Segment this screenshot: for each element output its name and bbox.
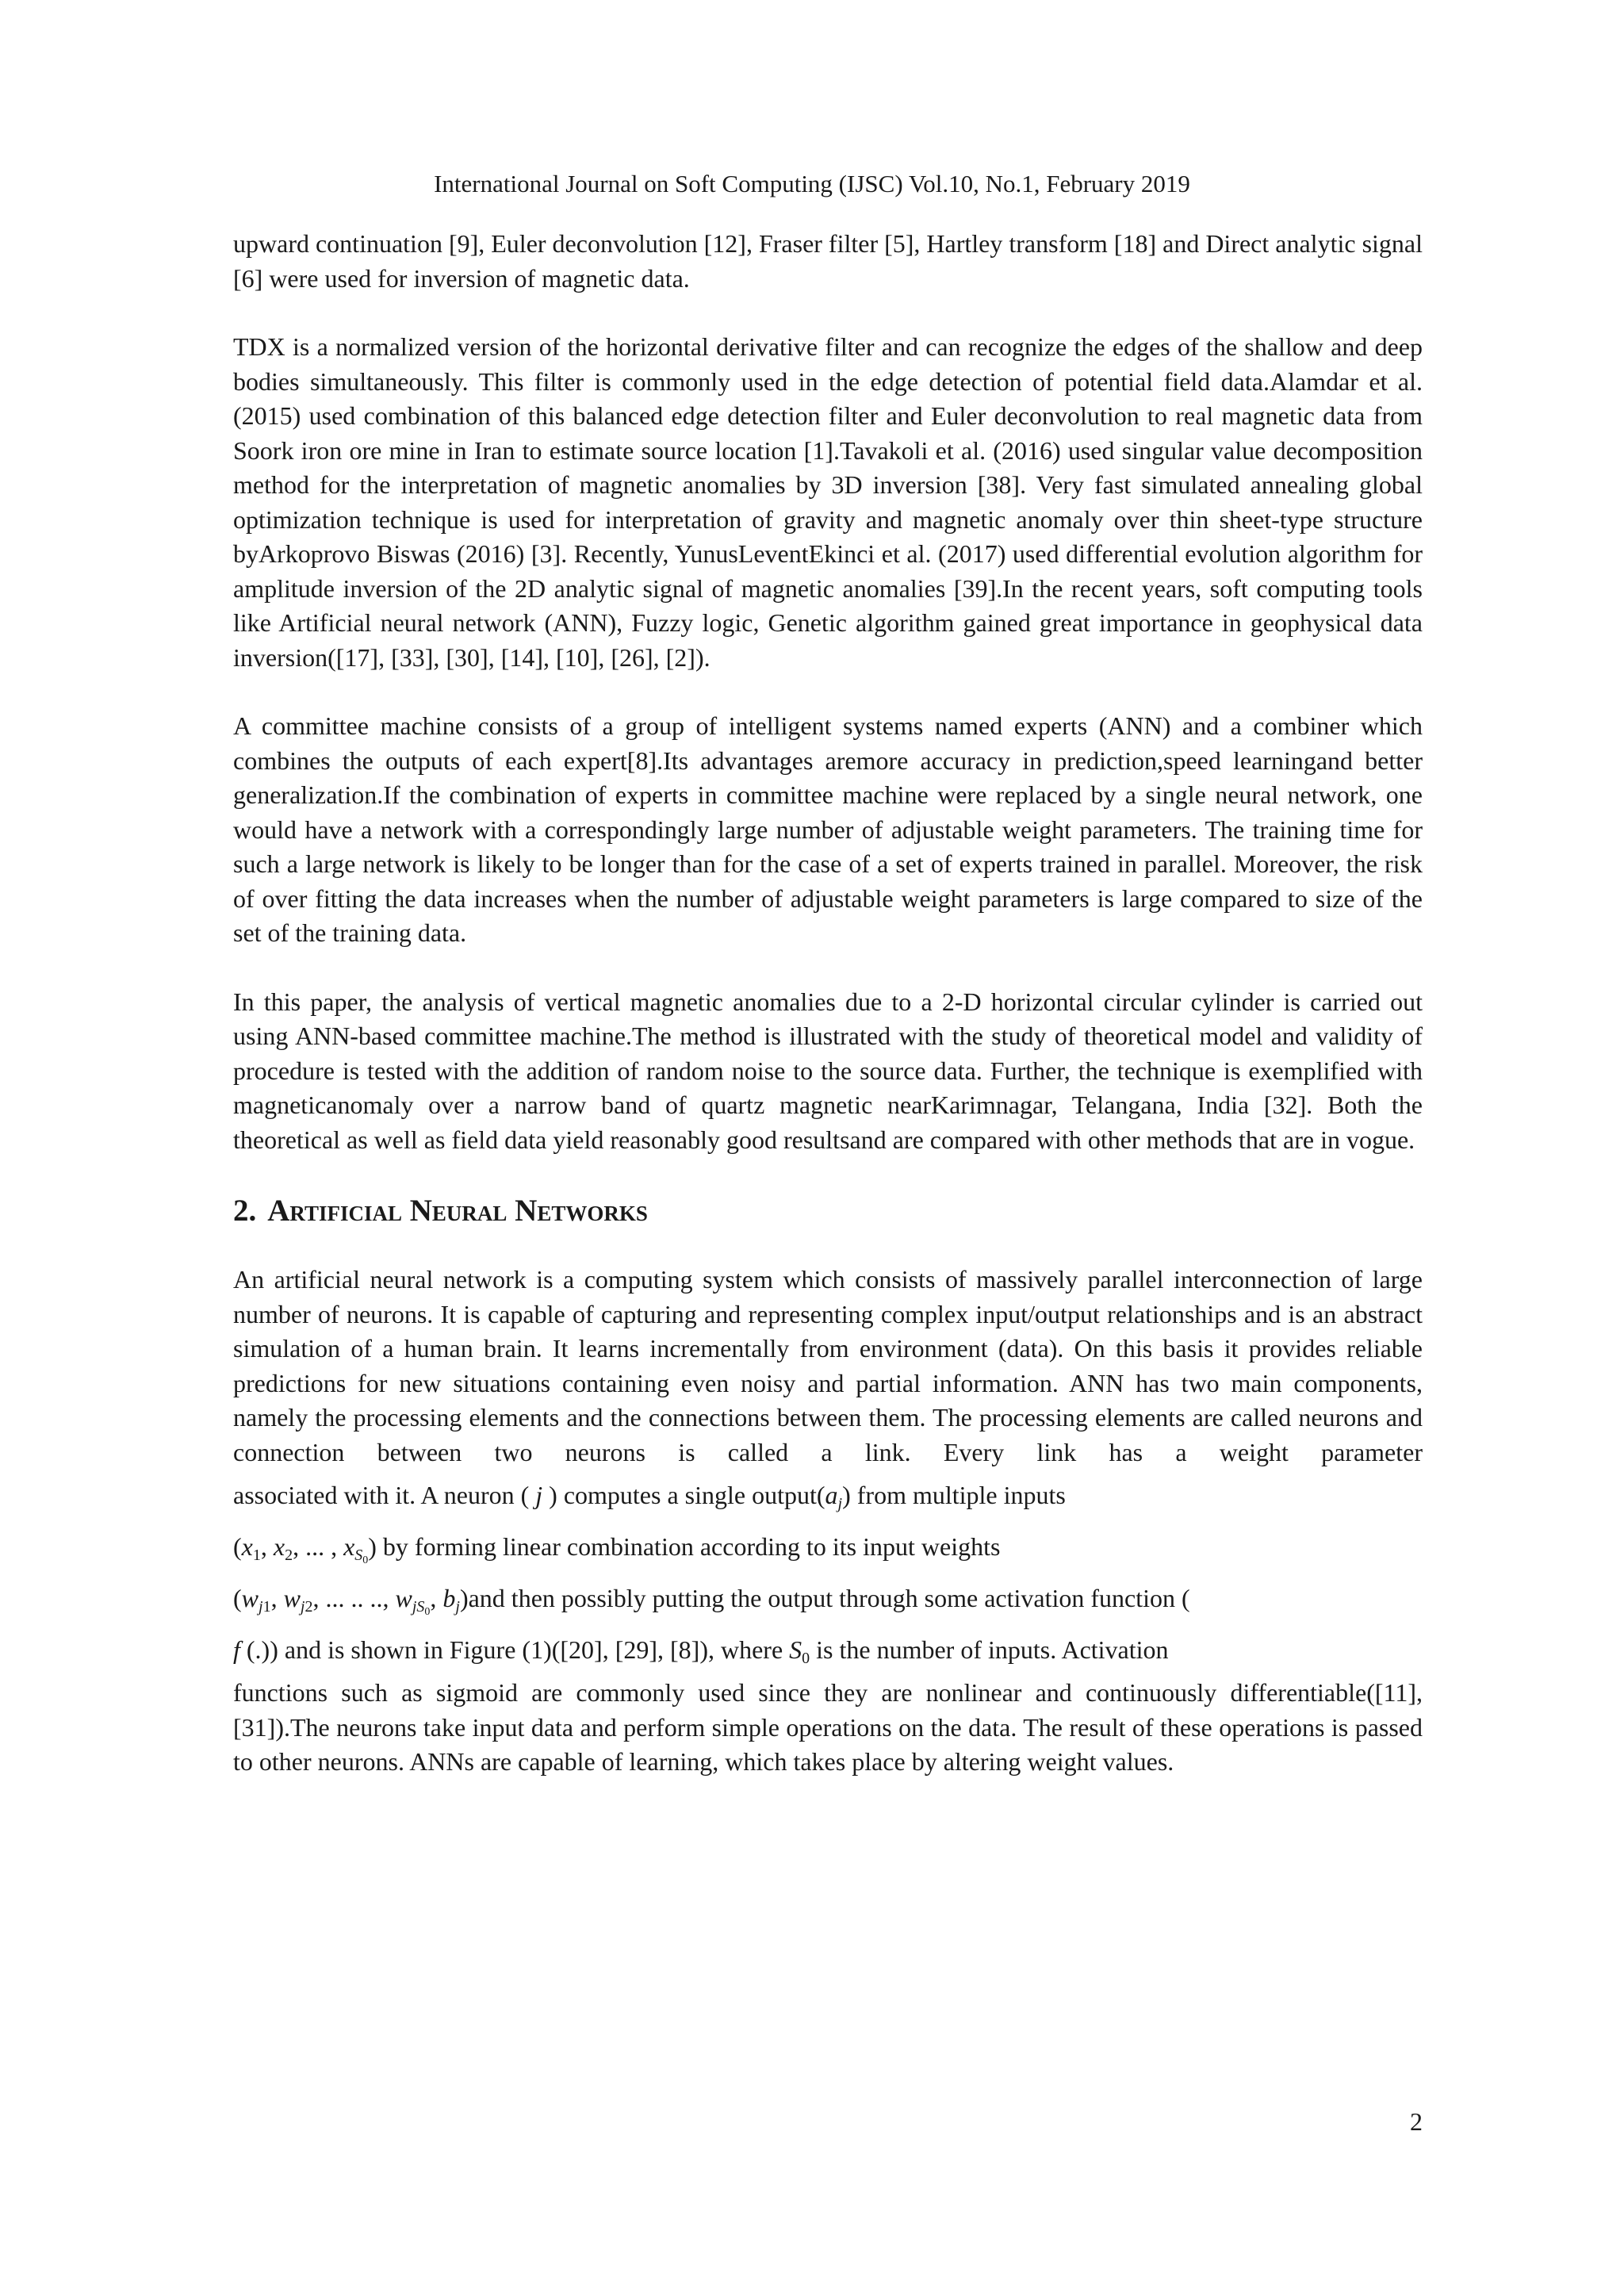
- paragraph-ann-definition: [233, 1263, 1423, 1780]
- paragraph-paper-overview: In this paper, the analysis of vertical magnetic anomalies due to a 2-D horizontal circular cylinder is carried out using ANN-based committee machine.The method is illustrated with the study of theoretical model and validity of procedure is tested with the addition of random noise to the source data. Further, the technique is exemplified with magneticanomaly over a narrow band of quartz magnetic nearKarimnagar, Telangana, India [32]. Both the theoretical as well as field data yield reasonably good resultsand are compared with other methods that are in vogue.: [233, 987, 1423, 1154]
- paragraph-inversion-methods: upward continuation [9], Euler deconvolution [12], Fraser filter [5], Hartley transform [18] and Direct analytic signal [6] were used for inversion of magnetic data.: [233, 229, 1423, 293]
- page-body: [233, 227, 1423, 1780]
- section-title: Artificial Neural Networks: [267, 1194, 648, 1228]
- math-activation-function: f (.): [233, 1635, 270, 1664]
- paragraph-committee-machine: A committee machine consists of a group of intelligent systems named experts (ANN) and a combiner which combines the outputs of each expert[8].Its advantages aremore accuracy in prediction,speed learningand better generalization.If the combination of experts in committee machine were replaced by a single neural network, one would have a network with a correspondingly large number of adjustable weight parameters. The training time for such a large network is likely to be longer than for the case of a set of experts trained in parallel. Moreover, the risk of over fitting the data increases when the number of adjustable weight parameters is large compared to size of the set of the training data.: [233, 711, 1423, 947]
- math-input-count: $S_0$: [789, 1635, 810, 1667]
- ann-line-activation: f (.)) and is shown in Figure (1)([20], [29], [8]), where $S_0$ is the number of inputs. Activation: [233, 1635, 1169, 1667]
- ann-line-weights: ($w_{j1}$, $w_{j2}$, ... .. .., $w_{jS_0}$, $b_j)and$ then possibly putting the output through some activation function (: [233, 1584, 1190, 1618]
- math-input-vector: ($x_1$, $x_2$, ... , $x_{S_0}$): [233, 1532, 377, 1566]
- section-heading: [233, 1191, 1423, 1231]
- math-neuron-index: ( j ): [520, 1481, 557, 1509]
- ann-line-neuron: associated with it. A neuron ( j ) computes a single $output(a_j)$ from multiple inputs: [233, 1481, 1066, 1512]
- running-header: International Journal on Soft Computing (IJSC) Vol.10, No.1, February 2019: [434, 170, 1190, 197]
- section-number: 2.: [233, 1194, 257, 1228]
- page-number: 2: [1410, 2107, 1423, 2136]
- ann-line-inputs: ($x_1$, $x_2$, ... , $x_{S_0}$) by forming linear combination according to its input weights: [233, 1532, 1001, 1566]
- math-weight-vector: ($w_{j1}$, $w_{j2}$, ... .. .., $w_{jS_0}$, $b_j$): [233, 1584, 469, 1618]
- ann-text-tail: functions such as sigmoid are commonly used since they are nonlinear and continuously differentiable([11], [31]).The neurons take input data and perform simple operations on the data. The result of these operations is passed to other neurons. ANNs are capable of learning, which takes place by altering weight values.: [233, 1678, 1423, 1776]
- paragraph-tdx-filter: TDX is a normalized version of the horizontal derivative filter and can recognize the edges of the shallow and deep bodies simultaneously. This filter is commonly used in the edge detection of potential field data.Alamdar et al. (2015) used combination of this balanced edge detection filter and Euler deconvolution to real magnetic data from Soork iron ore mine in Iran to estimate source location [1].Tavakoli et al. (2016) used singular value decomposition method for the interpretation of magnetic anomalies by 3D inversion [38]. Very fast simulated annealing global optimization technique is used for interpretation of gravity and magnetic anomaly over thin sheet-type structure byArkoprovo Biswas (2016) [3]. Recently, YunusLeventEkinci et al. (2017) used differential evolution algorithm for amplitude inversion of the 2D analytic signal of magnetic anomalies [39].In the recent years, soft computing tools like Artificial neural network (ANN), Fuzzy logic, Genetic algorithm gained great importance in geophysical data inversion([17], [33], [30], [14], [10], [26], [2]).: [233, 332, 1423, 672]
- math-output: $(a_j)$: [816, 1481, 851, 1512]
- ann-text-block: An artificial neural network is a computing system which consists of massively parallel interconnection of large number of neurons. It is capable of capturing and representing complex input/output relationships and is an abstract simulation of a human brain. It learns incrementally from environment (data). On this basis it provides reliable predictions for new situations containing even noisy and partial information. ANN has two main components, namely the processing elements and the connections between them. The processing elements are called neurons and connection between two neurons is called a link. Every link has a weight parameter: [233, 1265, 1423, 1466]
